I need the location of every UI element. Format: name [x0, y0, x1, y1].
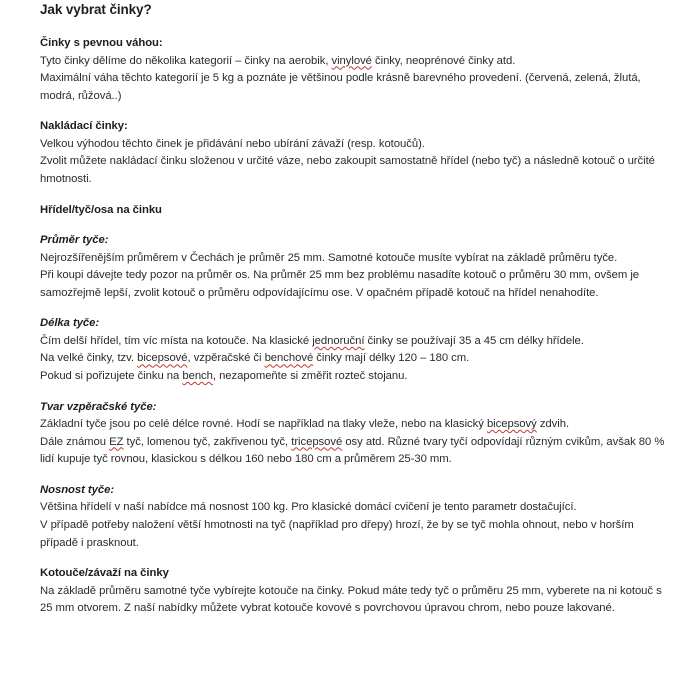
body-line: Tyto činky dělíme do několika kategorií – činky na aerobik, vinylové činky, neoprénové činky atd.: [40, 54, 516, 67]
misspelled-word: bench: [182, 370, 213, 383]
section-body: [40, 250, 672, 303]
misspelled-word: bicepsové: [137, 352, 188, 365]
body-line: Zvolit můžete nakládací činku složenou v určité váze, nebo zakoupit samostatně hřídel (nebo tyč) a následně kotouč o určité hmotnosti.: [40, 155, 655, 185]
section-body: [40, 53, 672, 106]
body-line: Na základě průměru samotné tyče vybírejte kotouče na činky. Pokud máte tedy tyč o průměru 25 mm, vyberete na ni kotouč s 25 mm otvorem. Z naší nabídky můžete vybrat kotouče kovové s povrchovou úpravou chrom, nebo pouze lakované.: [40, 584, 662, 615]
section-body: [40, 136, 672, 189]
body-line: Pokud si pořizujete činku na bench, nezapomeňte si změřit rozteč stojanu.: [40, 370, 408, 383]
page-title: Jak vybrat činky?: [40, 2, 152, 17]
section-hridel-tyc-osa: [40, 202, 672, 220]
spacer: [40, 302, 672, 315]
misspelled-word: bicepsový: [486, 418, 537, 431]
body-line: V případě potřeby naložení větší hmotnosti na tyč (například pro dřepy) hrozí, že by se tyč mohla ohnout, nebo v horším případě i prasknout.: [40, 519, 634, 549]
body-line: Většina hřídelí v naší nabídce má nosnost 100 kg. Pro klasické domácí cvičení je tento parametr dostačující.: [40, 501, 577, 514]
misspelled-word: jednoruční: [312, 334, 365, 347]
misspelled-word: EZ: [109, 435, 124, 448]
body-line: Velkou výhodou těchto činek je přidávání nebo ubírání závaží (resp. kotoučů).: [40, 137, 425, 150]
spacer: [40, 219, 672, 232]
spacer: [40, 189, 672, 202]
body-line: Při koupi dávejte tedy pozor na průměr os. Na průměr 25 mm bez problému nasadíte kotouč o průměru 30 mm, ovšem je samozřejmě lepší, zvolit kotouč o průměru odpovídajícímu ose. V opačném případě kotouč na hřídel nenahodíte.: [40, 269, 640, 299]
spacer: [40, 552, 672, 565]
section-heading: Hřídel/tyč/osa na činku: [40, 203, 162, 216]
body-line: Nejrozšířenějším průměrem v Čechách je průměr 25 mm. Samotné kotouče musíte vybírat na základě průměru tyče.: [40, 251, 618, 264]
section-kotouce-zavazi: [40, 565, 672, 618]
section-nakladaci-cinky: [40, 118, 672, 188]
spacer: [40, 386, 672, 399]
misspelled-word: tricepsové: [291, 435, 343, 448]
section-cinky-s-pevnou-vahou: [40, 35, 672, 105]
body-line: Čím delší hřídel, tím víc místa na kotouče. Na klasické jednoruční činky se používají 35 a 45 cm délky hřídele.: [40, 334, 584, 347]
section-prumer-tyce: [40, 232, 672, 302]
body-line: Maximální váha těchto kategorií je 5 kg a poznáte je většinou podle krásně barevného provedení. (červená, zelená, žlutá, modrá, růžová..): [40, 72, 641, 102]
section-delka-tyce: [40, 315, 672, 385]
misspelled-word: benchové: [264, 352, 314, 365]
section-tvar-vzperacske-tyce: [40, 399, 672, 469]
section-heading: Délka tyče:: [40, 317, 100, 330]
section-body: [40, 416, 672, 469]
section-nosnost-tyce: [40, 482, 672, 552]
section-heading: Nakládací činky:: [40, 120, 128, 133]
body-line: Dále známou EZ tyč, lomenou tyč, zakřivenou tyč, tricepsové osy atd. Různé tvary tyčí odpovídají různým cvikům, avšak 80 % lidí kupuje tyč rovnou, klasickou s délkou 160 nebo 180 cm a průměrem 25-30 mm.: [40, 435, 665, 466]
body-line: Na velké činky, tzv. bicepsové, vzpěračské či benchové činky mají délky 120 – 180 cm.: [40, 352, 470, 365]
section-heading: Činky s pevnou váhou:: [40, 37, 163, 49]
section-heading: Kotouče/závaží na činky: [40, 567, 169, 580]
spacer: [40, 18, 672, 35]
section-body: [40, 333, 672, 386]
body-line: Základní tyče jsou po celé délce rovné. Hodí se například na tlaky vleže, nebo na klasický bicepsový zdvih.: [40, 418, 570, 431]
section-heading: Tvar vzpěračské tyče:: [40, 400, 157, 413]
spacer: [40, 105, 672, 118]
misspelled-word: vinylové: [331, 54, 372, 67]
section-body: [40, 583, 672, 618]
section-heading: Nosnost tyče:: [40, 483, 115, 496]
spacer: [40, 469, 672, 482]
section-heading: Průměr tyče:: [40, 234, 109, 247]
section-body: [40, 499, 672, 552]
